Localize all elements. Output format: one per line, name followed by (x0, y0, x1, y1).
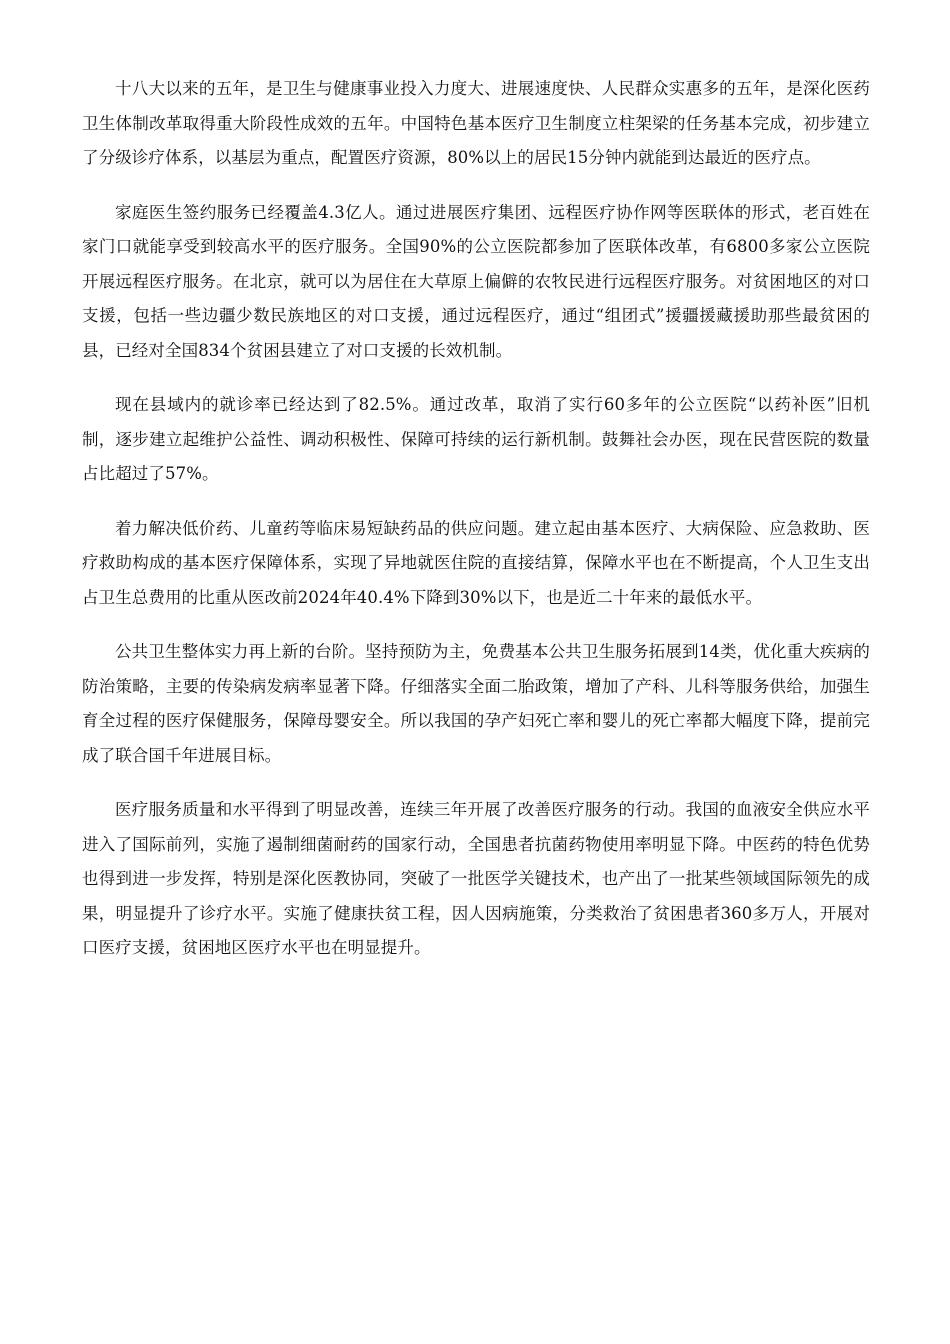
paragraph-6: 医疗服务质量和水平得到了明显改善，连续三年开展了改善医疗服务的行动。我国的血液安全供应水平进入了国际前列，实施了遏制细菌耐药的国家行动，全国患者抗菌药物使用率明显下降。中医药的特色优势也得到进一步发挥，特别是深化医教协同，突破了一批医学关键技术，也产出了一批某些领域国际领先的成果，明显提升了诊疗水平。实施了健康扶贫工程，因人因病施策，分类救治了贫困患者360多万人，开展对口医疗支援，贫困地区医疗水平也在明显提升。 (82, 800, 870, 957)
document-page (82, 72, 870, 986)
paragraph-3: 现在县域内的就诊率已经达到了82.5%。通过改革，取消了实行60多年的公立医院“以药补医”旧机制，逐步建立起维护公益性、调动积极性、保障可持续的运行新机制。鼓舞社会办医，现在民营医院的数量占比超过了57%。 (82, 395, 870, 483)
paragraph-5: 公共卫生整体实力再上新的台阶。坚持预防为主，免费基本公共卫生服务拓展到14类，优化重大疾病的防治策略，主要的传染病发病率显著下降。仔细落实全面二胎政策，增加了产科、儿科等服务供给，加强生育全过程的医疗保健服务，保障母婴安全。所以我国的孕产妇死亡率和婴儿的死亡率都大幅度下降，提前完成了联合国千年进展目标。 (82, 642, 870, 765)
paragraph-2: 家庭医生签约服务已经覆盖4.3亿人。通过进展医疗集团、远程医疗协作网等医联体的形式，老百姓在家门口就能享受到较高水平的医疗服务。全国90%的公立医院都参加了医联体改革，有6800多家公立医院开展远程医疗服务。在北京，就可以为居住在大草原上偏僻的农牧民进行远程医疗服务。对贫困地区的对口支援，包括一些边疆少数民族地区的对口支援，通过远程医疗，通过“组团式”援疆援藏援助那些最贫困的县，已经对全国834个贫困县建立了对口支援的长效机制。 (82, 202, 870, 360)
paragraph-1: 十八大以来的五年，是卫生与健康事业投入力度大、进展速度快、人民群众实惠多的五年，是深化医药卫生体制改革取得重大阶段性成效的五年。中国特色基本医疗卫生制度立柱架梁的任务基本完成，初步建立了分级诊疗体系，以基层为重点，配置医疗资源，80%以上的居民15分钟内就能到达最近的医疗点。 (82, 79, 870, 167)
paragraph-4: 着力解决低价药、儿童药等临床易短缺药品的供应问题。建立起由基本医疗、大病保险、应急救助、医疗救助构成的基本医疗保障体系，实现了异地就医住院的直接结算，保障水平也在不断提高，个人卫生支出占卫生总费用的比重从医改前2024年40.4%下降到30%以下，也是近二十年来的最低水平。 (82, 518, 870, 607)
